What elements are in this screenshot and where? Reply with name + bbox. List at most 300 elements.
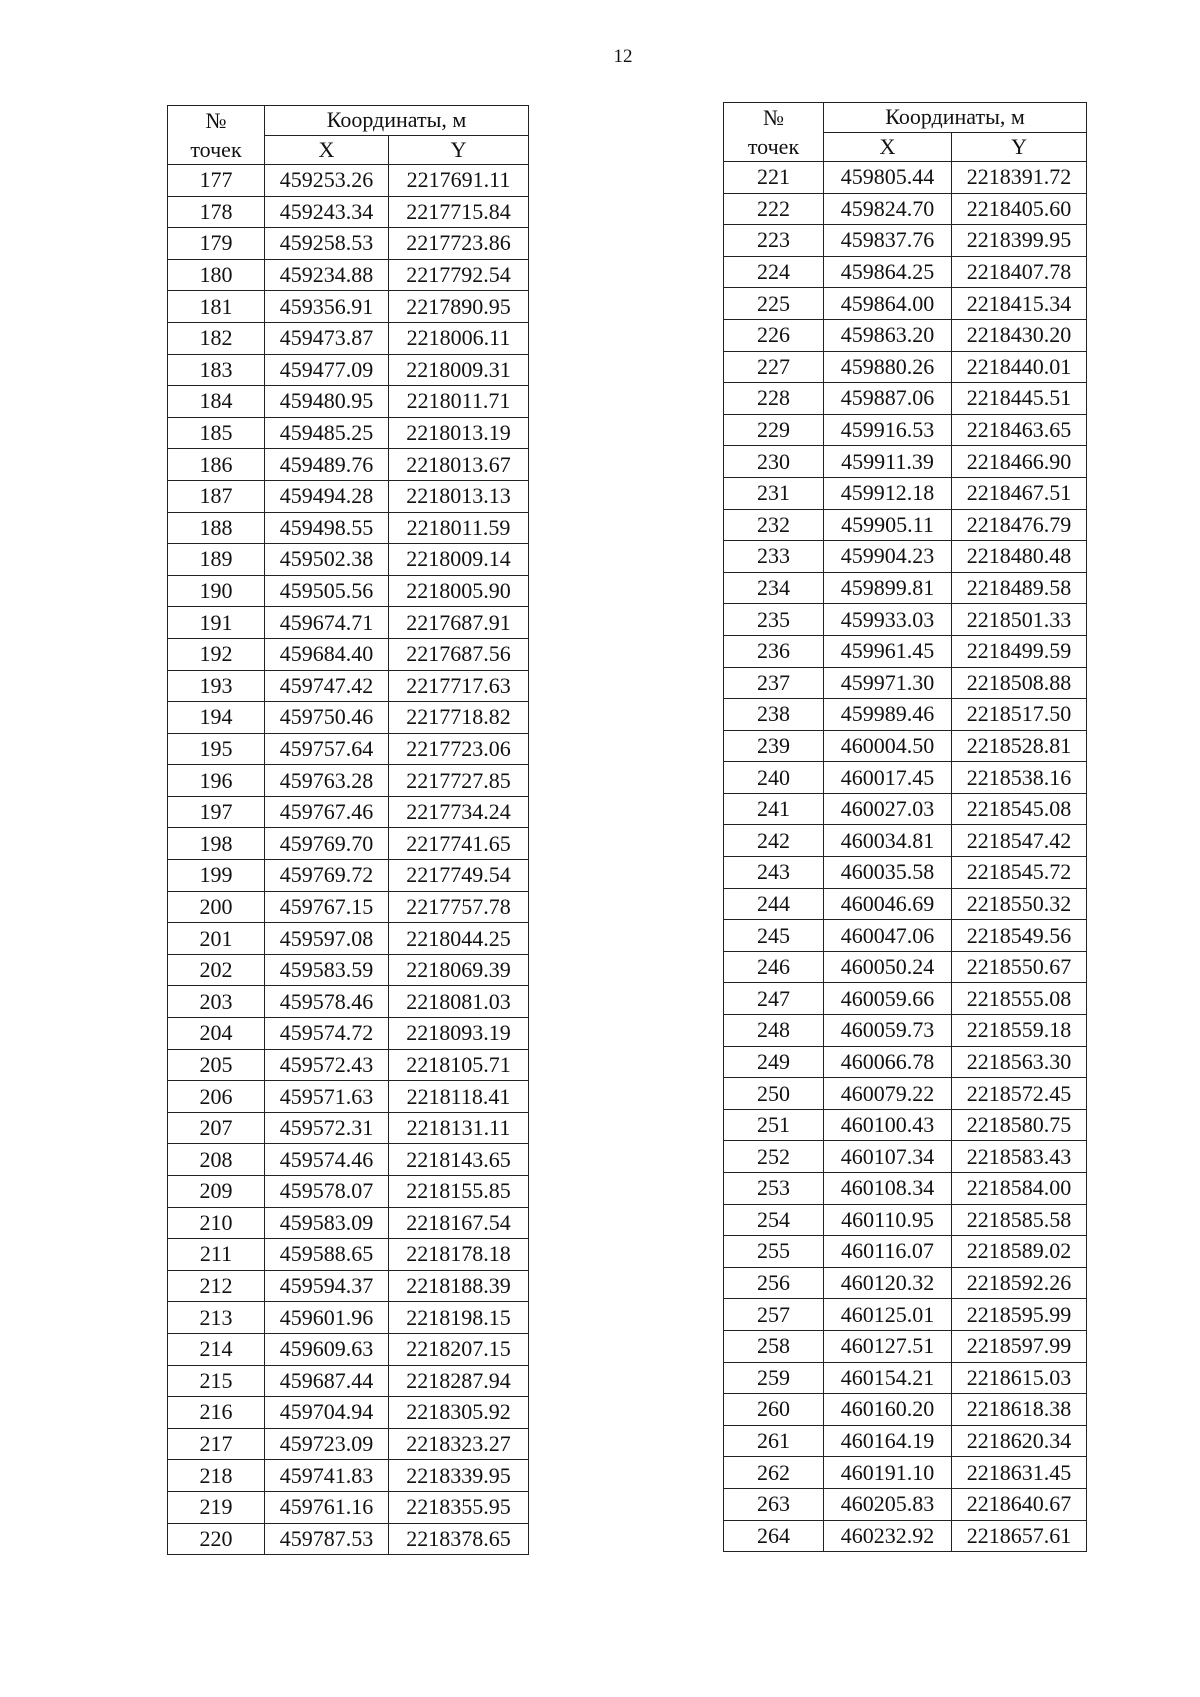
y-coordinate-cell: 2218143.65 bbox=[389, 1144, 529, 1176]
table-row bbox=[168, 449, 529, 481]
point-number-cell: 182 bbox=[168, 322, 265, 354]
table-row bbox=[724, 1141, 1087, 1173]
table-row bbox=[168, 1365, 529, 1397]
x-coordinate-cell: 459578.07 bbox=[265, 1176, 389, 1208]
point-number-cell: 249 bbox=[724, 1046, 824, 1078]
y-coordinate-cell: 2218538.16 bbox=[952, 762, 1087, 794]
x-coordinate-cell: 459887.06 bbox=[824, 383, 952, 415]
x-coordinate-cell: 460035.58 bbox=[824, 857, 952, 889]
y-coordinate-cell: 2218583.43 bbox=[952, 1141, 1087, 1173]
point-number-cell: 222 bbox=[724, 193, 824, 225]
point-number-cell: 262 bbox=[724, 1457, 824, 1489]
table-row bbox=[724, 1267, 1087, 1299]
point-number-cell: 229 bbox=[724, 414, 824, 446]
point-number-sign: № bbox=[205, 108, 227, 133]
table-row bbox=[168, 259, 529, 291]
y-coordinate-cell: 2218118.41 bbox=[389, 1081, 529, 1113]
y-coordinate-cell: 2218463.65 bbox=[952, 414, 1087, 446]
table-row bbox=[168, 196, 529, 228]
x-coordinate-cell: 460066.78 bbox=[824, 1046, 952, 1078]
table-row bbox=[724, 1394, 1087, 1426]
point-number-cell: 220 bbox=[168, 1523, 265, 1555]
y-coordinate-cell: 2217717.63 bbox=[389, 670, 529, 702]
point-number-cell: 237 bbox=[724, 667, 824, 699]
point-number-cell: 200 bbox=[168, 891, 265, 923]
x-coordinate-cell: 460160.20 bbox=[824, 1394, 952, 1426]
x-coordinate-cell: 459684.40 bbox=[265, 638, 389, 670]
table-row bbox=[724, 288, 1087, 320]
x-coordinate-cell: 459899.81 bbox=[824, 572, 952, 604]
point-number-cell: 264 bbox=[724, 1520, 824, 1552]
table-row bbox=[724, 699, 1087, 731]
x-coordinate-cell: 459597.08 bbox=[265, 923, 389, 955]
y-coordinate-cell: 2217723.86 bbox=[389, 228, 529, 260]
point-number-cell: 218 bbox=[168, 1460, 265, 1492]
y-coordinate-cell: 2218198.15 bbox=[389, 1302, 529, 1334]
y-coordinate-cell: 2217749.54 bbox=[389, 860, 529, 892]
x-coordinate-cell: 459905.11 bbox=[824, 509, 952, 541]
y-coordinate-cell: 2218399.95 bbox=[952, 225, 1087, 257]
x-coordinate-cell: 460127.51 bbox=[824, 1330, 952, 1362]
point-number-cell: 245 bbox=[724, 920, 824, 952]
x-coordinate-cell: 459880.26 bbox=[824, 351, 952, 383]
x-coordinate-cell: 459916.53 bbox=[824, 414, 952, 446]
y-coordinate-cell: 2218480.48 bbox=[952, 541, 1087, 573]
point-number-cell: 188 bbox=[168, 512, 265, 544]
y-coordinate-cell: 2218547.42 bbox=[952, 825, 1087, 857]
table-row bbox=[724, 1520, 1087, 1552]
point-number-cell: 259 bbox=[724, 1362, 824, 1394]
y-coordinate-cell: 2218501.33 bbox=[952, 604, 1087, 636]
table-row bbox=[168, 480, 529, 512]
y-coordinate-cell: 2217757.78 bbox=[389, 891, 529, 923]
point-number-cell: 258 bbox=[724, 1330, 824, 1362]
table-row bbox=[168, 607, 529, 639]
y-coordinate-cell: 2218011.71 bbox=[389, 386, 529, 418]
point-number-header bbox=[724, 103, 824, 162]
point-number-cell: 230 bbox=[724, 446, 824, 478]
table-row bbox=[724, 1488, 1087, 1520]
point-number-cell: 233 bbox=[724, 541, 824, 573]
point-number-cell: 177 bbox=[168, 165, 265, 197]
table-row bbox=[168, 1428, 529, 1460]
y-coordinate-cell: 2218391.72 bbox=[952, 162, 1087, 194]
point-number-cell: 213 bbox=[168, 1302, 265, 1334]
y-coordinate-cell: 2217792.54 bbox=[389, 259, 529, 291]
table-row bbox=[168, 1491, 529, 1523]
header-row-top bbox=[724, 103, 1087, 133]
x-coordinate-cell: 459769.72 bbox=[265, 860, 389, 892]
point-number-cell: 221 bbox=[724, 162, 824, 194]
table-row bbox=[168, 291, 529, 323]
x-coordinate-cell: 459571.63 bbox=[265, 1081, 389, 1113]
y-coordinate-cell: 2218207.15 bbox=[389, 1333, 529, 1365]
x-coordinate-cell: 459805.44 bbox=[824, 162, 952, 194]
table-row bbox=[168, 1397, 529, 1429]
point-number-cell: 225 bbox=[724, 288, 824, 320]
table-row bbox=[168, 1239, 529, 1271]
table-row bbox=[168, 860, 529, 892]
y-coordinate-cell: 2218378.65 bbox=[389, 1523, 529, 1555]
point-number-cell: 260 bbox=[724, 1394, 824, 1426]
y-coordinate-cell: 2218549.56 bbox=[952, 920, 1087, 952]
y-coordinate-cell: 2218044.25 bbox=[389, 923, 529, 955]
point-number-cell: 196 bbox=[168, 765, 265, 797]
y-coordinate-cell: 2217687.56 bbox=[389, 638, 529, 670]
point-number-cell: 247 bbox=[724, 983, 824, 1015]
point-number-cell: 250 bbox=[724, 1078, 824, 1110]
point-number-cell: 217 bbox=[168, 1428, 265, 1460]
y-coordinate-cell: 2217691.11 bbox=[389, 165, 529, 197]
point-number-cell: 197 bbox=[168, 796, 265, 828]
point-number-cell: 191 bbox=[168, 607, 265, 639]
table-row bbox=[724, 793, 1087, 825]
x-coordinate-cell: 459498.55 bbox=[265, 512, 389, 544]
x-coordinate-cell: 460004.50 bbox=[824, 730, 952, 762]
y-coordinate-cell: 2218467.51 bbox=[952, 477, 1087, 509]
x-coordinate-cell: 460017.45 bbox=[824, 762, 952, 794]
y-coordinate-cell: 2217734.24 bbox=[389, 796, 529, 828]
y-coordinate-cell: 2218572.45 bbox=[952, 1078, 1087, 1110]
y-coordinate-cell: 2218013.13 bbox=[389, 480, 529, 512]
x-coordinate-cell: 459494.28 bbox=[265, 480, 389, 512]
y-coordinate-cell: 2218466.90 bbox=[952, 446, 1087, 478]
coordinates-table-right bbox=[723, 102, 1087, 1552]
point-number-cell: 252 bbox=[724, 1141, 824, 1173]
point-number-cell: 185 bbox=[168, 417, 265, 449]
table-row bbox=[168, 386, 529, 418]
x-coordinate-cell: 460059.66 bbox=[824, 983, 952, 1015]
coordinates-table-left bbox=[167, 105, 529, 1555]
x-coordinate-cell: 459574.72 bbox=[265, 1018, 389, 1050]
x-coordinate-cell: 459578.46 bbox=[265, 986, 389, 1018]
x-coordinate-cell: 460108.34 bbox=[824, 1173, 952, 1205]
table-row bbox=[168, 954, 529, 986]
y-coordinate-cell: 2218188.39 bbox=[389, 1270, 529, 1302]
point-number-header bbox=[168, 106, 265, 165]
x-coordinate-cell: 459864.00 bbox=[824, 288, 952, 320]
x-coordinate-cell: 460027.03 bbox=[824, 793, 952, 825]
table-row bbox=[724, 414, 1087, 446]
point-number-cell: 238 bbox=[724, 699, 824, 731]
table-row bbox=[724, 541, 1087, 573]
table-row bbox=[168, 575, 529, 607]
x-coordinate-cell: 459572.43 bbox=[265, 1049, 389, 1081]
point-number-cell: 224 bbox=[724, 256, 824, 288]
y-coordinate-cell: 2218013.19 bbox=[389, 417, 529, 449]
y-coordinate-cell: 2218005.90 bbox=[389, 575, 529, 607]
table-row bbox=[724, 1015, 1087, 1047]
y-coordinate-cell: 2218528.81 bbox=[952, 730, 1087, 762]
point-number-cell: 181 bbox=[168, 291, 265, 323]
table-row bbox=[724, 888, 1087, 920]
x-coordinate-cell: 459489.76 bbox=[265, 449, 389, 481]
y-coordinate-cell: 2218640.67 bbox=[952, 1488, 1087, 1520]
y-coordinate-cell: 2218178.18 bbox=[389, 1239, 529, 1271]
point-number-cell: 219 bbox=[168, 1491, 265, 1523]
table-row bbox=[724, 509, 1087, 541]
point-number-cell: 235 bbox=[724, 604, 824, 636]
y-coordinate-cell: 2218440.01 bbox=[952, 351, 1087, 383]
x-coordinate-cell: 459763.28 bbox=[265, 765, 389, 797]
point-number-cell: 243 bbox=[724, 857, 824, 889]
point-number-cell: 255 bbox=[724, 1236, 824, 1268]
table-row bbox=[724, 1204, 1087, 1236]
y-coordinate-cell: 2218105.71 bbox=[389, 1049, 529, 1081]
x-coordinate-cell: 459961.45 bbox=[824, 635, 952, 667]
x-coordinate-cell: 460164.19 bbox=[824, 1425, 952, 1457]
y-coordinate-cell: 2218407.78 bbox=[952, 256, 1087, 288]
point-number-cell: 198 bbox=[168, 828, 265, 860]
table-row bbox=[724, 1078, 1087, 1110]
x-coordinate-cell: 459989.46 bbox=[824, 699, 952, 731]
table-row bbox=[168, 1523, 529, 1555]
x-coordinate-cell: 460050.24 bbox=[824, 951, 952, 983]
table-row bbox=[168, 1081, 529, 1113]
point-number-cell: 210 bbox=[168, 1207, 265, 1239]
table-row bbox=[724, 446, 1087, 478]
y-coordinate-cell: 2218009.31 bbox=[389, 354, 529, 386]
y-coordinate-cell: 2217727.85 bbox=[389, 765, 529, 797]
x-coordinate-cell: 459572.31 bbox=[265, 1112, 389, 1144]
y-coordinate-cell: 2218631.45 bbox=[952, 1457, 1087, 1489]
y-coordinate-cell: 2218009.14 bbox=[389, 544, 529, 576]
x-coordinate-cell: 459505.56 bbox=[265, 575, 389, 607]
point-number-cell: 187 bbox=[168, 480, 265, 512]
y-coordinate-cell: 2218580.75 bbox=[952, 1109, 1087, 1141]
y-coordinate-cell: 2217715.84 bbox=[389, 196, 529, 228]
x-coordinate-cell: 460191.10 bbox=[824, 1457, 952, 1489]
point-number-cell: 209 bbox=[168, 1176, 265, 1208]
table-row bbox=[168, 923, 529, 955]
point-number-cell: 263 bbox=[724, 1488, 824, 1520]
x-coordinate-cell: 459583.09 bbox=[265, 1207, 389, 1239]
point-number-cell: 242 bbox=[724, 825, 824, 857]
y-coordinate-cell: 2218131.11 bbox=[389, 1112, 529, 1144]
x-coordinate-cell: 459609.63 bbox=[265, 1333, 389, 1365]
x-coordinate-cell: 459502.38 bbox=[265, 544, 389, 576]
x-coordinate-cell: 459477.09 bbox=[265, 354, 389, 386]
y-coordinate-cell: 2218597.99 bbox=[952, 1330, 1087, 1362]
y-coordinate-cell: 2217890.95 bbox=[389, 291, 529, 323]
point-number-cell: 241 bbox=[724, 793, 824, 825]
y-coordinate-cell: 2218550.67 bbox=[952, 951, 1087, 983]
x-coordinate-cell: 459258.53 bbox=[265, 228, 389, 260]
point-number-cell: 189 bbox=[168, 544, 265, 576]
y-coordinate-cell: 2218550.32 bbox=[952, 888, 1087, 920]
y-coordinate-cell: 2218006.11 bbox=[389, 322, 529, 354]
table-row bbox=[724, 604, 1087, 636]
x-coordinate-cell: 460154.21 bbox=[824, 1362, 952, 1394]
point-number-cell: 204 bbox=[168, 1018, 265, 1050]
table-row bbox=[724, 383, 1087, 415]
table-row bbox=[724, 256, 1087, 288]
table-row bbox=[168, 512, 529, 544]
y-coordinate-cell: 2217741.65 bbox=[389, 828, 529, 860]
point-number-cell: 205 bbox=[168, 1049, 265, 1081]
x-coordinate-cell: 459757.64 bbox=[265, 733, 389, 765]
point-number-cell: 180 bbox=[168, 259, 265, 291]
y-coordinate-cell: 2218167.54 bbox=[389, 1207, 529, 1239]
x-coordinate-cell: 459971.30 bbox=[824, 667, 952, 699]
coordinates-header: Координаты, м bbox=[265, 106, 529, 136]
y-coordinate-cell: 2218339.95 bbox=[389, 1460, 529, 1492]
y-coordinate-cell: 2218555.08 bbox=[952, 983, 1087, 1015]
point-number-cell: 253 bbox=[724, 1173, 824, 1205]
point-number-word: точек bbox=[747, 134, 800, 159]
x-coordinate-cell: 459594.37 bbox=[265, 1270, 389, 1302]
y-coordinate-cell: 2218430.20 bbox=[952, 319, 1087, 351]
table-row bbox=[168, 1302, 529, 1334]
table-row bbox=[168, 796, 529, 828]
x-coordinate-cell: 459864.25 bbox=[824, 256, 952, 288]
table-row bbox=[168, 1207, 529, 1239]
table-row bbox=[168, 165, 529, 197]
table-row bbox=[168, 1144, 529, 1176]
point-number-cell: 244 bbox=[724, 888, 824, 920]
y-coordinate-cell: 2218476.79 bbox=[952, 509, 1087, 541]
table-row bbox=[724, 319, 1087, 351]
x-coordinate-cell: 459747.42 bbox=[265, 670, 389, 702]
y-coordinate-cell: 2218589.02 bbox=[952, 1236, 1087, 1268]
table-row bbox=[724, 1046, 1087, 1078]
y-coordinate-cell: 2218545.08 bbox=[952, 793, 1087, 825]
point-number-cell: 207 bbox=[168, 1112, 265, 1144]
table-row bbox=[168, 544, 529, 576]
point-number-cell: 211 bbox=[168, 1239, 265, 1271]
x-coordinate-cell: 459485.25 bbox=[265, 417, 389, 449]
table-row bbox=[724, 1109, 1087, 1141]
x-coordinate-cell: 459837.76 bbox=[824, 225, 952, 257]
header-row-top bbox=[168, 106, 529, 136]
x-coordinate-cell: 460120.32 bbox=[824, 1267, 952, 1299]
table-row bbox=[724, 1457, 1087, 1489]
table-body bbox=[724, 162, 1087, 1552]
x-coordinate-cell: 459583.59 bbox=[265, 954, 389, 986]
x-coordinate-cell: 459824.70 bbox=[824, 193, 952, 225]
table-row bbox=[168, 354, 529, 386]
x-coordinate-cell: 460125.01 bbox=[824, 1299, 952, 1331]
table-row bbox=[724, 667, 1087, 699]
table-body bbox=[168, 165, 529, 1555]
y-coordinate-cell: 2218545.72 bbox=[952, 857, 1087, 889]
x-column-header: X bbox=[824, 132, 952, 162]
x-coordinate-cell: 460110.95 bbox=[824, 1204, 952, 1236]
point-number-cell: 186 bbox=[168, 449, 265, 481]
y-coordinate-cell: 2218517.50 bbox=[952, 699, 1087, 731]
x-coordinate-cell: 459480.95 bbox=[265, 386, 389, 418]
x-coordinate-cell: 459911.39 bbox=[824, 446, 952, 478]
table-row bbox=[724, 1330, 1087, 1362]
point-number-cell: 214 bbox=[168, 1333, 265, 1365]
point-number-cell: 254 bbox=[724, 1204, 824, 1236]
x-coordinate-cell: 459769.70 bbox=[265, 828, 389, 860]
x-coordinate-cell: 460107.34 bbox=[824, 1141, 952, 1173]
point-number-cell: 256 bbox=[724, 1267, 824, 1299]
point-number-cell: 206 bbox=[168, 1081, 265, 1113]
x-coordinate-cell: 459704.94 bbox=[265, 1397, 389, 1429]
table-row bbox=[724, 1299, 1087, 1331]
x-coordinate-cell: 460047.06 bbox=[824, 920, 952, 952]
point-number-cell: 195 bbox=[168, 733, 265, 765]
y-coordinate-cell: 2218620.34 bbox=[952, 1425, 1087, 1457]
table-row bbox=[168, 1049, 529, 1081]
point-number-cell: 215 bbox=[168, 1365, 265, 1397]
table-row bbox=[724, 193, 1087, 225]
y-coordinate-cell: 2218618.38 bbox=[952, 1394, 1087, 1426]
point-number-cell: 216 bbox=[168, 1397, 265, 1429]
table-row bbox=[168, 417, 529, 449]
table-row bbox=[724, 572, 1087, 604]
y-coordinate-cell: 2218405.60 bbox=[952, 193, 1087, 225]
table-row bbox=[724, 762, 1087, 794]
table-row bbox=[724, 351, 1087, 383]
y-coordinate-cell: 2218069.39 bbox=[389, 954, 529, 986]
y-coordinate-cell: 2218305.92 bbox=[389, 1397, 529, 1429]
x-coordinate-cell: 459234.88 bbox=[265, 259, 389, 291]
point-number-cell: 202 bbox=[168, 954, 265, 986]
table-row bbox=[724, 1425, 1087, 1457]
y-coordinate-cell: 2218585.58 bbox=[952, 1204, 1087, 1236]
point-number-cell: 251 bbox=[724, 1109, 824, 1141]
table-row bbox=[168, 765, 529, 797]
x-coordinate-cell: 459787.53 bbox=[265, 1523, 389, 1555]
coordinates-header: Координаты, м bbox=[824, 103, 1087, 133]
x-coordinate-cell: 459723.09 bbox=[265, 1428, 389, 1460]
y-coordinate-cell: 2218563.30 bbox=[952, 1046, 1087, 1078]
x-coordinate-cell: 459767.15 bbox=[265, 891, 389, 923]
x-coordinate-cell: 459601.96 bbox=[265, 1302, 389, 1334]
point-number-cell: 183 bbox=[168, 354, 265, 386]
point-number-cell: 203 bbox=[168, 986, 265, 1018]
point-number-cell: 192 bbox=[168, 638, 265, 670]
table-row bbox=[724, 225, 1087, 257]
x-coordinate-cell: 459767.46 bbox=[265, 796, 389, 828]
point-number-cell: 201 bbox=[168, 923, 265, 955]
y-coordinate-cell: 2218355.95 bbox=[389, 1491, 529, 1523]
y-coordinate-cell: 2218592.26 bbox=[952, 1267, 1087, 1299]
point-number-cell: 208 bbox=[168, 1144, 265, 1176]
table-row bbox=[168, 638, 529, 670]
page-number: 12 bbox=[613, 46, 633, 67]
table-row bbox=[724, 951, 1087, 983]
x-coordinate-cell: 459473.87 bbox=[265, 322, 389, 354]
table-row bbox=[168, 1270, 529, 1302]
x-coordinate-cell: 459912.18 bbox=[824, 477, 952, 509]
point-number-cell: 227 bbox=[724, 351, 824, 383]
y-coordinate-cell: 2218011.59 bbox=[389, 512, 529, 544]
x-coordinate-cell: 460034.81 bbox=[824, 825, 952, 857]
table-row bbox=[168, 702, 529, 734]
x-coordinate-cell: 459253.26 bbox=[265, 165, 389, 197]
x-coordinate-cell: 460116.07 bbox=[824, 1236, 952, 1268]
y-coordinate-cell: 2218155.85 bbox=[389, 1176, 529, 1208]
y-coordinate-cell: 2218499.59 bbox=[952, 635, 1087, 667]
y-coordinate-cell: 2218287.94 bbox=[389, 1365, 529, 1397]
point-number-word: точек bbox=[190, 137, 242, 162]
x-coordinate-cell: 460046.69 bbox=[824, 888, 952, 920]
x-coordinate-cell: 459674.71 bbox=[265, 607, 389, 639]
point-number-cell: 226 bbox=[724, 319, 824, 351]
x-coordinate-cell: 459761.16 bbox=[265, 1491, 389, 1523]
x-coordinate-cell: 459750.46 bbox=[265, 702, 389, 734]
y-coordinate-cell: 2218584.00 bbox=[952, 1173, 1087, 1205]
table-row bbox=[168, 1333, 529, 1365]
table-row bbox=[168, 733, 529, 765]
point-number-cell: 223 bbox=[724, 225, 824, 257]
x-coordinate-cell: 460100.43 bbox=[824, 1109, 952, 1141]
table-row bbox=[168, 670, 529, 702]
